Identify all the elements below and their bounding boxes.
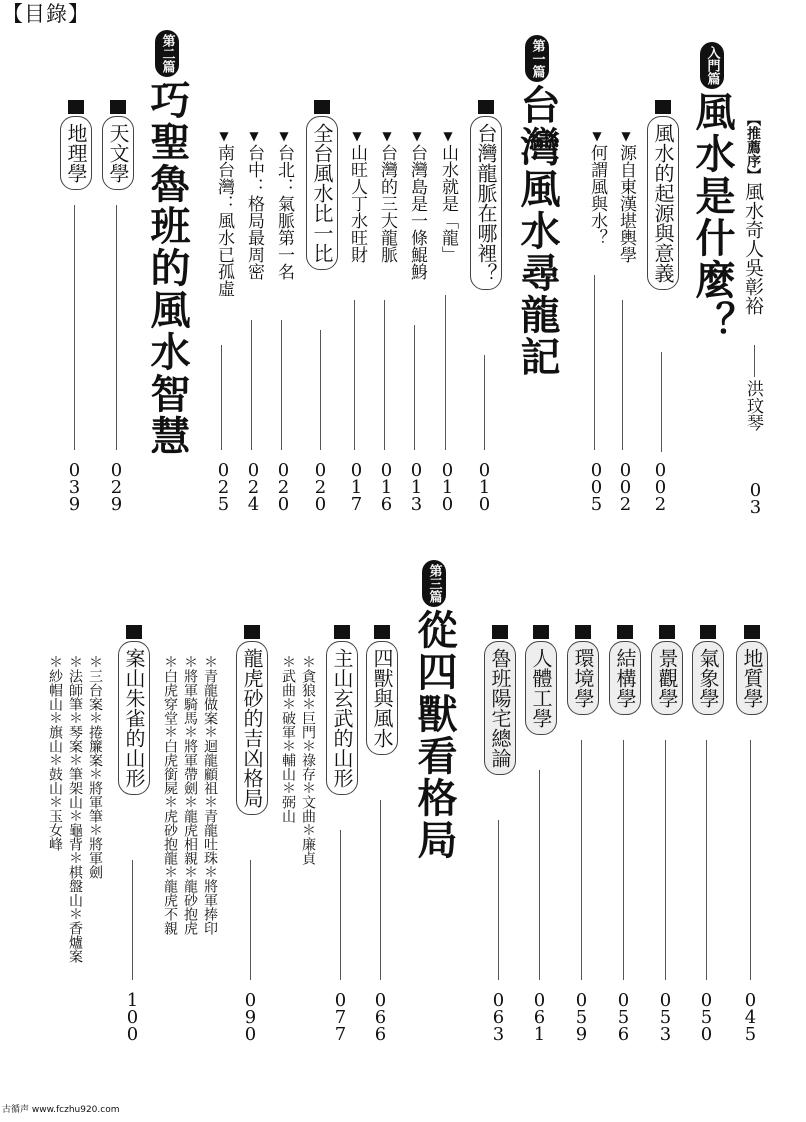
preface-title: 風水奇人吳彰裕	[742, 182, 764, 315]
page-number: 03	[745, 480, 766, 514]
part-badge: 入門篇	[700, 42, 724, 89]
preface-label: 【推薦序】	[745, 112, 761, 182]
part2: 第二篇 巧聖魯班的風水智慧	[145, 30, 189, 457]
part3: 第三篇 從四獸看格局	[412, 560, 456, 861]
intro-part	[690, 42, 734, 343]
preface	[742, 112, 764, 315]
part1: 第一篇 台灣風水尋龍記	[515, 35, 559, 378]
part-title: 風水是什麼？	[689, 91, 736, 343]
footer-watermark: 古循声 www.fczhu920.com	[2, 1105, 120, 1115]
toc-header: 【目錄】	[2, 2, 90, 26]
section-heading: 風水的起源與意義	[647, 116, 679, 290]
preface-author: 洪玟琴	[743, 380, 763, 431]
